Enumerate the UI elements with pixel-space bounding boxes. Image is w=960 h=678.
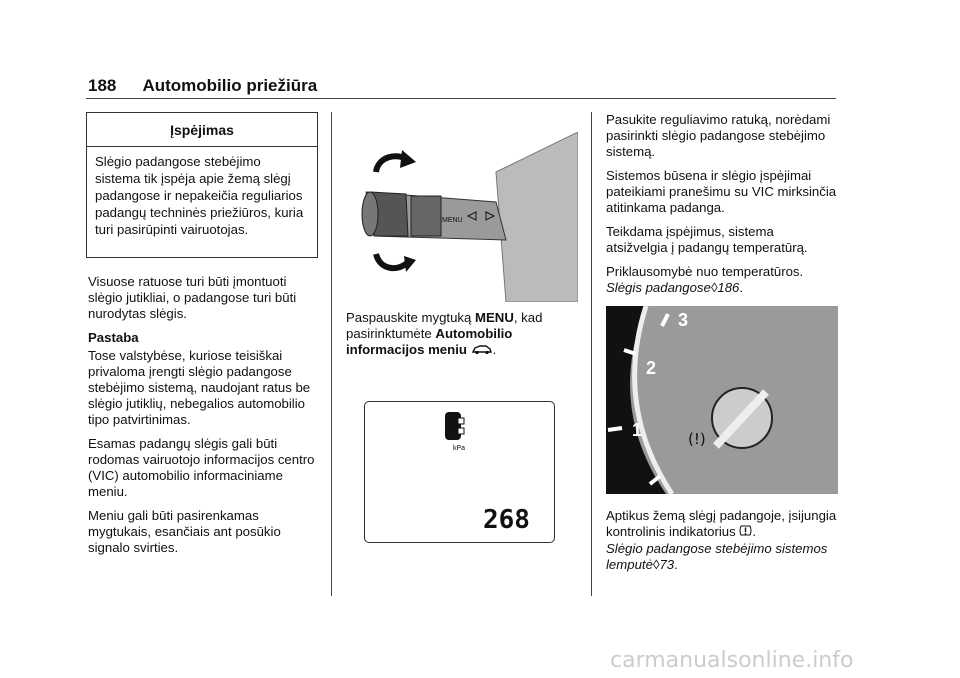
ref2-text: Slėgio padangose stebėjimo sistemos lemputė	[606, 541, 828, 573]
column-divider-left	[331, 112, 332, 596]
gauge-label-1: 1	[632, 420, 643, 440]
ref1-page: 186	[717, 280, 740, 295]
ref2-arrow-icon: ◊	[652, 557, 660, 573]
indicator-text: Aptikus žemą slėgį padangoje, įsijungia kontrolinis indikatorius	[606, 508, 837, 539]
menu-instruction	[346, 310, 578, 359]
menu-bold: MENU	[475, 310, 514, 325]
paragraph-temperature: Teikdama įspėjimus, sistema atsižvelgia į padangų temperatūrą.	[606, 224, 808, 255]
ref1-text: Slėgis padangose	[606, 280, 711, 295]
lever-menu-label: MENU	[442, 217, 463, 224]
instruction-pre: Paspauskite mygtuką	[346, 310, 476, 325]
warning-body: Slėgio padangose stebėjimo sistema tik įspėja apie žemą slėgį padangose ir nepakeičia reguliarios padangų techninės priežiūros, kuria turi pasirūpinti vairuotojas.	[95, 154, 304, 237]
paragraph-status: Sistemos būsena ir slėgio įspėjimai pateikiami pranešimu su VIC mirksinčia atitinkama padanga.	[606, 168, 837, 215]
ref1-end: .	[739, 280, 744, 295]
page-number: 188	[88, 76, 117, 95]
instruction-end: .	[492, 342, 497, 357]
indicator-end: .	[752, 524, 757, 539]
paragraph-dependence	[606, 264, 838, 296]
header-rule	[86, 98, 836, 99]
ref-tire-pressure[interactable]	[606, 280, 739, 295]
warning-title: Įspėjimas	[87, 113, 317, 147]
info-menu-bold: Automobilio informacijos meniu	[346, 326, 513, 357]
vic-display-illustration	[364, 401, 555, 543]
middle-column-text	[346, 310, 578, 367]
instruction-mid: , kad pasirinktumėte	[346, 310, 543, 341]
display-unit: kPa	[453, 445, 466, 452]
gauge-label-2: 2	[646, 358, 657, 378]
paragraph-indicator	[606, 508, 838, 573]
ref1-arrow-icon: ◊	[710, 280, 718, 295]
ref-tpms-lamp[interactable]	[606, 541, 827, 572]
column-divider-right	[591, 112, 592, 596]
tire-car-icon	[445, 412, 461, 440]
page-title: Automobilio priežiūra	[142, 76, 318, 95]
warning-box	[86, 112, 318, 258]
page-header	[88, 76, 317, 96]
paragraph-note: Tose valstybėse, kuriose teisiškai privaloma įrengti slėgio padangose stebėjimo sistemą, naudojant ratus be slėgio jutiklių, nebegalios automobilio tipo patvirtinimas.	[88, 348, 311, 427]
paragraph-dial: Pasukite reguliavimo ratuką, norėdami pasirinkti slėgio padangose stebėjimo sistemą.	[606, 112, 831, 159]
watermark: carmanualsonline.info	[610, 648, 854, 673]
left-column	[88, 274, 318, 564]
ref2-page: 73	[659, 557, 675, 573]
turn-signal-lever-illustration	[346, 132, 578, 302]
paragraph-menu-buttons: Meniu gali būti pasirenkamas mygtukais, esančiais ant posūkio signalo svirties.	[88, 508, 281, 555]
ref2-end: .	[674, 557, 678, 573]
display-value: 268	[483, 505, 530, 535]
dependence-text: Priklausomybė nuo temperatūros.	[606, 264, 804, 279]
gauge-label-3: 3	[678, 310, 689, 330]
right-column-bottom	[606, 508, 838, 573]
car-info-icon	[471, 343, 493, 359]
right-column-top	[606, 112, 838, 296]
paragraph-vic: Esamas padangų slėgis gali būti rodomas vairuotojo informacijos centro (VIC) automobilio informaciniame meniu.	[88, 436, 315, 499]
paragraph-sensors: Visuose ratuose turi būti įmontuoti slėgio jutikliai, o padangose turi būti nurodytas slėgis.	[88, 274, 297, 321]
gauge-illustration	[606, 306, 838, 494]
tire-pressure-indicator-icon	[739, 524, 752, 541]
note-heading: Pastaba	[88, 330, 139, 345]
tire-warning-icon: (!)	[688, 430, 706, 448]
